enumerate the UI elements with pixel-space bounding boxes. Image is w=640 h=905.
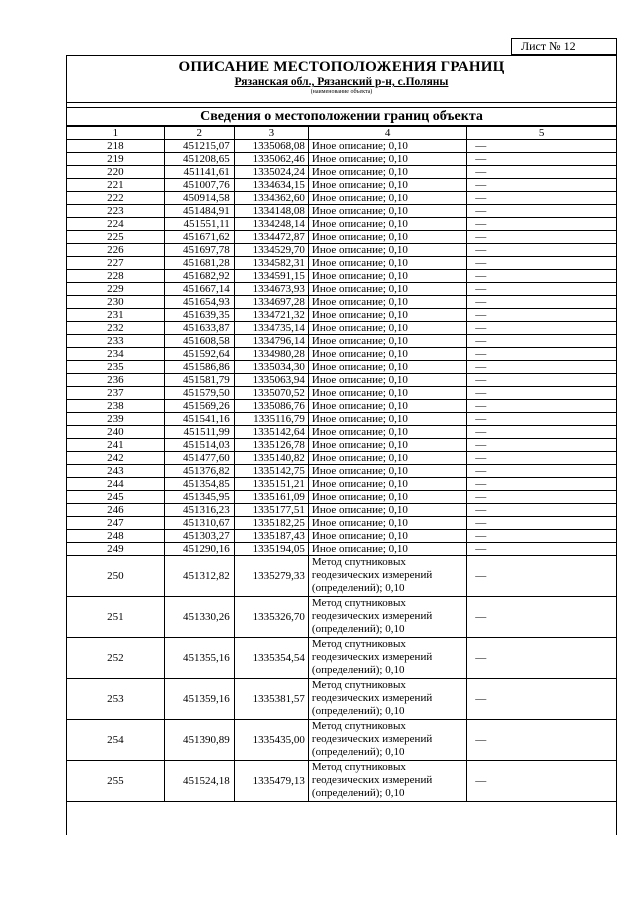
method-description-line: геодезических измерений <box>311 610 433 622</box>
point-note: — <box>467 491 616 504</box>
table-row <box>67 192 616 205</box>
table-row <box>67 491 616 504</box>
coordinate-x: 451633,87 <box>164 322 234 335</box>
object-name: Рязанская обл., Рязанский р-н, с.Поляны <box>234 76 449 88</box>
table-row <box>67 309 616 322</box>
method-description-line: Метод спутниковых <box>311 720 406 732</box>
point-note: — <box>467 374 616 387</box>
coordinate-x: 451290,16 <box>164 543 234 556</box>
document-frame <box>66 55 617 835</box>
method-description: Иное описание; 0,10 <box>308 491 466 504</box>
coordinate-x: 451697,78 <box>164 244 234 257</box>
coordinate-y: 1334673,93 <box>234 283 308 296</box>
point-number: 235 <box>67 361 164 374</box>
point-number: 246 <box>67 504 164 517</box>
coordinate-x: 451514,03 <box>164 439 234 452</box>
coordinate-x: 451682,92 <box>164 270 234 283</box>
coordinate-x: 451477,60 <box>164 452 234 465</box>
document-title: ОПИСАНИЕ МЕСТОПОЛОЖЕНИЯ ГРАНИЦ <box>178 59 505 75</box>
coordinate-y: 1335126,78 <box>234 439 308 452</box>
table-row <box>67 530 616 543</box>
method-description: Иное описание; 0,10 <box>308 283 466 296</box>
column-header-2: 2 <box>164 127 234 140</box>
method-description: Иное описание; 0,10 <box>308 166 466 179</box>
table-row <box>67 638 616 679</box>
coordinate-y: 1335116,79 <box>234 413 308 426</box>
object-caption: (наименование объекта) <box>310 89 373 95</box>
point-number: 236 <box>67 374 164 387</box>
table-row <box>67 374 616 387</box>
coordinate-y: 1334582,31 <box>234 257 308 270</box>
column-header-1: 1 <box>67 127 164 140</box>
table-row <box>67 543 616 556</box>
method-description: Иное описание; 0,10 <box>308 465 466 478</box>
point-number: 248 <box>67 530 164 543</box>
point-number: 229 <box>67 283 164 296</box>
column-header-5: 5 <box>467 127 616 140</box>
table-row <box>67 597 616 638</box>
coordinate-y: 1335279,33 <box>234 556 308 597</box>
coordinate-y: 1335142,64 <box>234 426 308 439</box>
method-description-line: геодезических измерений <box>311 692 433 704</box>
coordinate-y: 1335024,24 <box>234 166 308 179</box>
point-number: 242 <box>67 452 164 465</box>
coordinate-y: 1335435,00 <box>234 720 308 761</box>
table-row <box>67 335 616 348</box>
coordinate-x: 451376,82 <box>164 465 234 478</box>
coordinate-x: 451671,62 <box>164 231 234 244</box>
point-number: 238 <box>67 400 164 413</box>
point-number: 243 <box>67 465 164 478</box>
coordinate-x: 451511,99 <box>164 426 234 439</box>
point-number: 220 <box>67 166 164 179</box>
point-number: 230 <box>67 296 164 309</box>
coordinate-x: 451007,76 <box>164 179 234 192</box>
point-note: — <box>467 597 616 638</box>
point-number: 252 <box>67 638 164 679</box>
table-row <box>67 140 616 153</box>
coordinate-x: 451345,95 <box>164 491 234 504</box>
method-description-line: геодезических измерений <box>311 569 433 581</box>
point-note: — <box>467 400 616 413</box>
method-description: Иное описание; 0,10 <box>308 179 466 192</box>
point-note: — <box>467 140 616 153</box>
sheet-number: Лист № 12 <box>511 38 617 55</box>
coordinate-y: 1334472,87 <box>234 231 308 244</box>
table-row <box>67 179 616 192</box>
point-note: — <box>467 452 616 465</box>
coordinate-x: 451355,16 <box>164 638 234 679</box>
point-note: — <box>467 556 616 597</box>
coordinate-x: 451359,16 <box>164 679 234 720</box>
method-description: Иное описание; 0,10 <box>308 426 466 439</box>
method-description <box>308 556 466 597</box>
point-note: — <box>467 478 616 491</box>
method-description: Иное описание; 0,10 <box>308 322 466 335</box>
point-note: — <box>467 244 616 257</box>
coordinate-y: 1335140,82 <box>234 452 308 465</box>
coordinate-x: 451354,85 <box>164 478 234 491</box>
method-description-line: геодезических измерений <box>311 651 433 663</box>
coordinate-x: 451141,61 <box>164 166 234 179</box>
coordinate-y: 1335086,76 <box>234 400 308 413</box>
method-description: Иное описание; 0,10 <box>308 439 466 452</box>
point-number: 251 <box>67 597 164 638</box>
coordinate-y: 1334591,15 <box>234 270 308 283</box>
table-row <box>67 257 616 270</box>
method-description: Иное описание; 0,10 <box>308 270 466 283</box>
column-header-3: 3 <box>234 127 308 140</box>
coordinate-y: 1335326,70 <box>234 597 308 638</box>
method-description <box>308 720 466 761</box>
table-row <box>67 465 616 478</box>
point-note: — <box>467 218 616 231</box>
method-description <box>308 761 466 802</box>
coordinate-x: 451303,27 <box>164 530 234 543</box>
coordinate-y: 1335177,51 <box>234 504 308 517</box>
method-description-line: (определений); 0,10 <box>311 664 405 676</box>
coordinate-y: 1335062,46 <box>234 153 308 166</box>
point-note: — <box>467 361 616 374</box>
point-number: 225 <box>67 231 164 244</box>
point-number: 249 <box>67 543 164 556</box>
point-note: — <box>467 387 616 400</box>
point-note: — <box>467 309 616 322</box>
point-number: 247 <box>67 517 164 530</box>
point-note: — <box>467 465 616 478</box>
point-note: — <box>467 638 616 679</box>
table-row <box>67 296 616 309</box>
method-description: Иное описание; 0,10 <box>308 348 466 361</box>
method-description: Иное описание; 0,10 <box>308 140 466 153</box>
coordinate-y: 1335142,75 <box>234 465 308 478</box>
coordinate-x: 451330,26 <box>164 597 234 638</box>
table-row <box>67 283 616 296</box>
point-number: 223 <box>67 205 164 218</box>
point-number: 245 <box>67 491 164 504</box>
point-number: 222 <box>67 192 164 205</box>
table-row <box>67 426 616 439</box>
coordinate-x: 451316,23 <box>164 504 234 517</box>
coordinate-y: 1335381,57 <box>234 679 308 720</box>
coordinate-y: 1335182,25 <box>234 517 308 530</box>
point-number: 234 <box>67 348 164 361</box>
table-row <box>67 517 616 530</box>
point-note: — <box>467 348 616 361</box>
table-row <box>67 504 616 517</box>
coordinate-y: 1334721,32 <box>234 309 308 322</box>
point-note: — <box>467 720 616 761</box>
point-number: 241 <box>67 439 164 452</box>
method-description-line: (определений); 0,10 <box>311 705 405 717</box>
point-note: — <box>467 439 616 452</box>
coordinate-x: 451581,79 <box>164 374 234 387</box>
point-note: — <box>467 270 616 283</box>
method-description-line: Метод спутниковых <box>311 761 406 773</box>
method-description: Иное описание; 0,10 <box>308 205 466 218</box>
method-description: Иное описание; 0,10 <box>308 218 466 231</box>
coordinate-x: 451215,07 <box>164 140 234 153</box>
section-title: Сведения о местоположении границ объекта <box>67 107 616 126</box>
point-note: — <box>467 517 616 530</box>
method-description-line: (определений); 0,10 <box>311 582 405 594</box>
table-row <box>67 322 616 335</box>
table-row <box>67 218 616 231</box>
point-number: 250 <box>67 556 164 597</box>
coordinate-x: 451667,14 <box>164 283 234 296</box>
coordinate-x: 451654,93 <box>164 296 234 309</box>
method-description-line: (определений); 0,10 <box>311 623 405 635</box>
method-description-line: Метод спутниковых <box>311 679 406 691</box>
coordinate-x: 451208,65 <box>164 153 234 166</box>
point-note: — <box>467 761 616 802</box>
point-note: — <box>467 335 616 348</box>
coordinate-x: 451484,91 <box>164 205 234 218</box>
method-description: Иное описание; 0,10 <box>308 387 466 400</box>
method-description: Иное описание; 0,10 <box>308 257 466 270</box>
boundary-table <box>67 126 616 802</box>
point-number: 255 <box>67 761 164 802</box>
method-description-line: геодезических измерений <box>311 733 433 745</box>
coordinate-x: 451592,64 <box>164 348 234 361</box>
coordinate-y: 1335479,13 <box>234 761 308 802</box>
table-row <box>67 153 616 166</box>
method-description: Иное описание; 0,10 <box>308 335 466 348</box>
coordinate-y: 1334248,14 <box>234 218 308 231</box>
coordinate-x: 451586,86 <box>164 361 234 374</box>
coordinate-y: 1334529,70 <box>234 244 308 257</box>
table-row <box>67 400 616 413</box>
point-note: — <box>467 153 616 166</box>
coordinate-y: 1335151,21 <box>234 478 308 491</box>
method-description: Иное описание; 0,10 <box>308 153 466 166</box>
point-number: 218 <box>67 140 164 153</box>
method-description: Иное описание; 0,10 <box>308 413 466 426</box>
point-note: — <box>467 543 616 556</box>
coordinate-y: 1335068,08 <box>234 140 308 153</box>
method-description: Иное описание; 0,10 <box>308 517 466 530</box>
coordinate-y: 1334634,15 <box>234 179 308 192</box>
coordinate-x: 451390,89 <box>164 720 234 761</box>
point-number: 227 <box>67 257 164 270</box>
point-note: — <box>467 504 616 517</box>
point-number: 221 <box>67 179 164 192</box>
method-description-line: (определений); 0,10 <box>311 746 405 758</box>
method-description: Иное описание; 0,10 <box>308 543 466 556</box>
point-number: 228 <box>67 270 164 283</box>
coordinate-x: 451312,82 <box>164 556 234 597</box>
point-note: — <box>467 283 616 296</box>
point-note: — <box>467 179 616 192</box>
method-description: Иное описание; 0,10 <box>308 192 466 205</box>
point-number: 253 <box>67 679 164 720</box>
point-number: 232 <box>67 322 164 335</box>
table-row <box>67 244 616 257</box>
coordinate-x: 451639,35 <box>164 309 234 322</box>
point-number: 224 <box>67 218 164 231</box>
point-note: — <box>467 257 616 270</box>
coordinate-y: 1334735,14 <box>234 322 308 335</box>
coordinate-x: 450914,58 <box>164 192 234 205</box>
table-row <box>67 761 616 802</box>
method-description <box>308 597 466 638</box>
coordinate-y: 1334148,08 <box>234 205 308 218</box>
method-description-line: геодезических измерений <box>311 774 433 786</box>
method-description: Иное описание; 0,10 <box>308 400 466 413</box>
coordinate-y: 1335070,52 <box>234 387 308 400</box>
point-note: — <box>467 413 616 426</box>
table-row <box>67 205 616 218</box>
point-number: 240 <box>67 426 164 439</box>
method-description: Иное описание; 0,10 <box>308 530 466 543</box>
table-row <box>67 478 616 491</box>
point-note: — <box>467 192 616 205</box>
table-row <box>67 361 616 374</box>
method-description-line: (определений); 0,10 <box>311 787 405 799</box>
table-row <box>67 166 616 179</box>
table-row <box>67 452 616 465</box>
coordinate-y: 1334362,60 <box>234 192 308 205</box>
point-note: — <box>467 322 616 335</box>
table-row <box>67 387 616 400</box>
table-row <box>67 231 616 244</box>
table-row <box>67 439 616 452</box>
point-number: 231 <box>67 309 164 322</box>
method-description <box>308 679 466 720</box>
point-note: — <box>467 679 616 720</box>
table-row <box>67 720 616 761</box>
coordinate-x: 451579,50 <box>164 387 234 400</box>
point-number: 239 <box>67 413 164 426</box>
coordinate-y: 1335034,30 <box>234 361 308 374</box>
point-number: 244 <box>67 478 164 491</box>
method-description-line: Метод спутниковых <box>311 556 406 568</box>
point-number: 233 <box>67 335 164 348</box>
column-header-4: 4 <box>308 127 466 140</box>
point-note: — <box>467 231 616 244</box>
coordinate-y: 1335187,43 <box>234 530 308 543</box>
table-row <box>67 348 616 361</box>
coordinate-y: 1335063,94 <box>234 374 308 387</box>
table-header-row <box>67 127 616 140</box>
method-description: Иное описание; 0,10 <box>308 231 466 244</box>
coordinate-x: 451569,26 <box>164 400 234 413</box>
method-description: Иное описание; 0,10 <box>308 478 466 491</box>
point-number: 237 <box>67 387 164 400</box>
coordinate-y: 1334796,14 <box>234 335 308 348</box>
coordinate-x: 451310,67 <box>164 517 234 530</box>
coordinate-x: 451551,11 <box>164 218 234 231</box>
point-note: — <box>467 296 616 309</box>
method-description-line: Метод спутниковых <box>311 597 406 609</box>
point-note: — <box>467 205 616 218</box>
document-header <box>67 56 616 103</box>
coordinate-y: 1335194,05 <box>234 543 308 556</box>
method-description: Иное описание; 0,10 <box>308 374 466 387</box>
point-number: 254 <box>67 720 164 761</box>
point-note: — <box>467 166 616 179</box>
method-description: Иное описание; 0,10 <box>308 452 466 465</box>
coordinate-y: 1335354,54 <box>234 638 308 679</box>
table-row <box>67 413 616 426</box>
coordinate-y: 1334980,28 <box>234 348 308 361</box>
point-note: — <box>467 530 616 543</box>
method-description <box>308 638 466 679</box>
table-row <box>67 679 616 720</box>
coordinate-y: 1335161,09 <box>234 491 308 504</box>
table-row <box>67 556 616 597</box>
method-description: Иное описание; 0,10 <box>308 361 466 374</box>
method-description-line: Метод спутниковых <box>311 638 406 650</box>
point-number: 226 <box>67 244 164 257</box>
table-row <box>67 270 616 283</box>
method-description: Иное описание; 0,10 <box>308 296 466 309</box>
method-description: Иное описание; 0,10 <box>308 504 466 517</box>
coordinate-y: 1334697,28 <box>234 296 308 309</box>
coordinate-x: 451681,28 <box>164 257 234 270</box>
method-description: Иное описание; 0,10 <box>308 309 466 322</box>
coordinate-x: 451608,58 <box>164 335 234 348</box>
point-note: — <box>467 426 616 439</box>
coordinate-x: 451524,18 <box>164 761 234 802</box>
point-number: 219 <box>67 153 164 166</box>
method-description: Иное описание; 0,10 <box>308 244 466 257</box>
coordinate-x: 451541,16 <box>164 413 234 426</box>
